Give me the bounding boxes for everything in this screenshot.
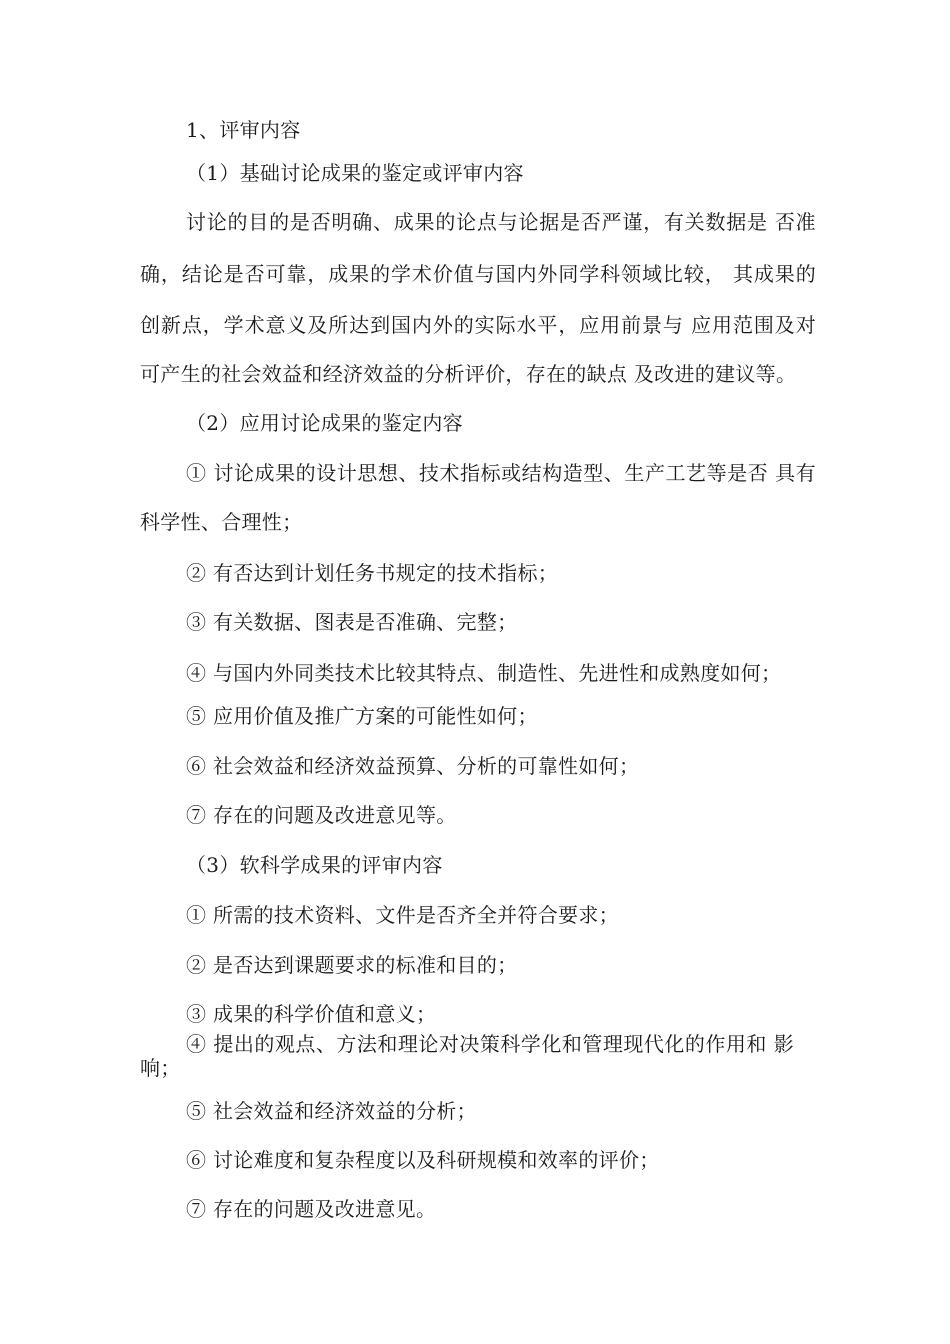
part1-line-4: 可产生的社会效益和经济效益的分析评价，存在的缺点 及改进的建议等。	[140, 362, 797, 386]
part2-heading: （2）应用讨论成果的鉴定内容	[186, 411, 463, 435]
part1-heading: （1）基础讨论成果的鉴定或评审内容	[186, 161, 524, 185]
part1-line-3: 创新点，学术意义及所达到国内外的实际水平，应用前景与 应用范围及对	[140, 313, 816, 337]
part1-line-2: 确，结论是否可靠，成果的学术价值与国内外同学科领域比较， 其成果的	[140, 262, 816, 286]
part2-item-7: ⑦ 存在的问题及改进意见等。	[186, 803, 457, 827]
part1-line-1: 讨论的目的是否明确、成果的论点与论据是否严谨，有关数据是 否准	[186, 210, 816, 234]
part3-item-2: ② 是否达到课题要求的标准和目的；	[186, 953, 518, 977]
part3-item-4-line-1: ④ 提出的观点、方法和理论对决策科学化和管理现代化的作用和 影	[186, 1032, 794, 1056]
part3-item-4-line-2: 响；	[140, 1056, 181, 1080]
part3-item-7: ⑦ 存在的问题及改进意见。	[186, 1197, 437, 1221]
part3-item-6: ⑥ 讨论难度和复杂程度以及科研规模和效率的评价；	[186, 1148, 660, 1172]
part2-item-1-line-2: 科学性、合理性；	[140, 510, 303, 534]
part3-item-1: ① 所需的技术资料、文件是否齐全并符合要求；	[186, 903, 619, 927]
part2-item-5: ⑤ 应用价值及推广方案的可能性如何；	[186, 704, 538, 728]
part2-item-3: ③ 有关数据、图表是否准确、完整；	[186, 610, 518, 634]
part3-heading: （3）软科学成果的评审内容	[186, 853, 443, 877]
section-title: 1、评审内容	[186, 118, 301, 142]
part2-item-6: ⑥ 社会效益和经济效益预算、分析的可靠性如何；	[186, 754, 640, 778]
part2-item-1-line-1: ① 讨论成果的设计思想、技术指标或结构造型、生产工艺等是否 具有	[186, 461, 816, 485]
part3-item-3: ③ 成果的科学价值和意义；	[186, 1002, 437, 1026]
part2-item-2: ② 有否达到计划任务书规定的技术指标；	[186, 561, 559, 585]
part3-item-5: ⑤ 社会效益和经济效益的分析；	[186, 1099, 477, 1123]
part2-item-4: ④ 与国内外同类技术比较其特点、制造性、先进性和成熟度如何；	[186, 661, 782, 685]
